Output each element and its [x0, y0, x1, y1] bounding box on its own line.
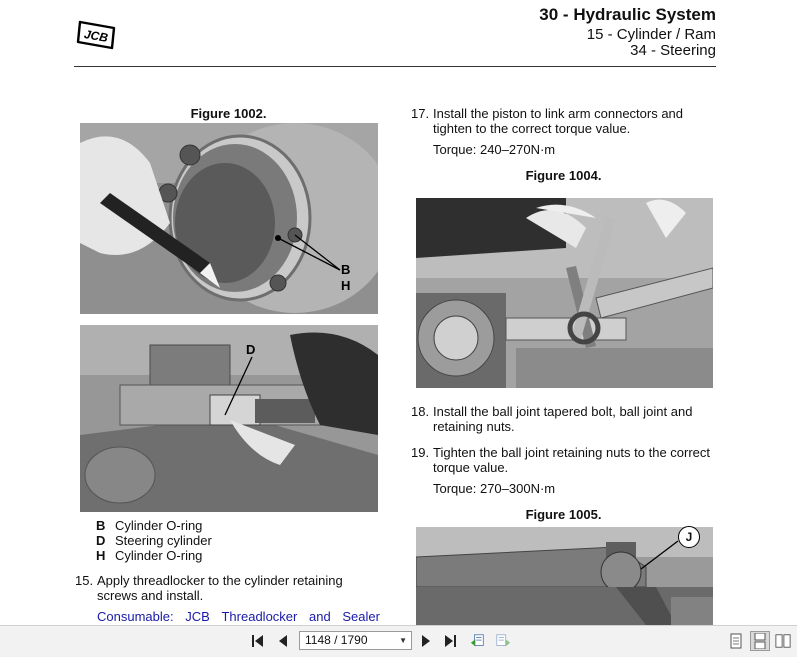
header-divider — [74, 66, 716, 67]
step-15 — [75, 573, 380, 605]
legend-item — [96, 548, 212, 563]
history-back-icon[interactable] — [470, 633, 486, 649]
figure-1002b-photo — [80, 325, 378, 512]
step-text-line2: screws and install. — [97, 588, 204, 603]
torque-value: Torque: 270–300N·m — [433, 481, 556, 496]
legend-item — [96, 518, 212, 533]
link-arm-illustration — [416, 198, 713, 388]
jcb-logo — [74, 18, 118, 52]
figure-1005-photo — [416, 527, 713, 625]
step-19 — [411, 445, 717, 477]
cylinder-bore-illustration — [80, 123, 378, 314]
torque-value: Torque: 240–270N·m — [433, 142, 556, 157]
next-page-icon[interactable] — [418, 633, 434, 649]
figure-1002-caption: Figure 1002. — [190, 106, 267, 121]
legend-key: D — [96, 533, 106, 548]
step-text-line2: torque value. — [433, 460, 509, 475]
callout-b: B — [341, 262, 351, 277]
steering-cylinder-illustration — [80, 325, 378, 512]
step-18 — [411, 404, 717, 436]
step-number: 17. — [411, 106, 430, 121]
step-text-line1: Install the piston to link arm connectors and — [433, 106, 684, 121]
legend-label: Steering cylinder — [115, 533, 212, 548]
callout-h: H — [341, 278, 351, 293]
step-text-line1: Apply threadlocker to the cylinder retaining — [97, 573, 343, 588]
consumable-link[interactable]: Consumable: JCB Threadlocker and Sealer — [97, 609, 380, 624]
callout-j: J — [678, 526, 700, 548]
facing-view-icon[interactable] — [775, 633, 791, 649]
step-text-line1: Install the ball joint tapered bolt, ball joint and — [433, 404, 693, 419]
legend-label: Cylinder O-ring — [115, 518, 203, 533]
section-title: 15 - Cylinder / Ram — [586, 26, 716, 43]
step-text-line2: retaining nuts. — [433, 419, 515, 434]
callout-d: D — [246, 342, 256, 357]
legend-key: H — [96, 548, 106, 563]
ball-joint-illustration — [416, 527, 713, 625]
figure-1002-photo — [80, 123, 378, 314]
legend-key: B — [96, 518, 106, 533]
step-number: 18. — [411, 404, 430, 419]
figure-1005-caption: Figure 1005. — [525, 507, 602, 522]
prev-page-icon[interactable] — [275, 633, 291, 649]
step-text-line1: Tighten the ball joint retaining nuts to the correct — [433, 445, 711, 460]
logo-text: JCB — [82, 27, 110, 45]
legend-label: Cylinder O-ring — [115, 548, 203, 563]
legend-item — [96, 533, 212, 548]
history-forward-icon[interactable] — [495, 633, 511, 649]
page-number-value: 1148 / 1790 — [305, 633, 368, 647]
first-page-icon[interactable] — [250, 633, 266, 649]
viewer-toolbar — [0, 625, 797, 657]
step-number: 19. — [411, 445, 430, 460]
chevron-down-icon: ▼ — [399, 636, 407, 645]
single-page-view-icon[interactable] — [728, 633, 744, 649]
step-17 — [411, 106, 717, 138]
figure-1004-photo — [416, 198, 713, 388]
figure-1004-caption: Figure 1004. — [525, 168, 602, 183]
step-text-line2: tighten to the correct torque value. — [433, 121, 631, 136]
step-number: 15. — [75, 573, 94, 588]
page-number-select[interactable] — [299, 631, 412, 650]
continuous-view-icon[interactable] — [750, 631, 770, 651]
chapter-title: 30 - Hydraulic System — [539, 5, 716, 24]
legend — [96, 518, 212, 563]
last-page-icon[interactable] — [442, 633, 458, 649]
subsection-title: 34 - Steering — [630, 42, 716, 59]
